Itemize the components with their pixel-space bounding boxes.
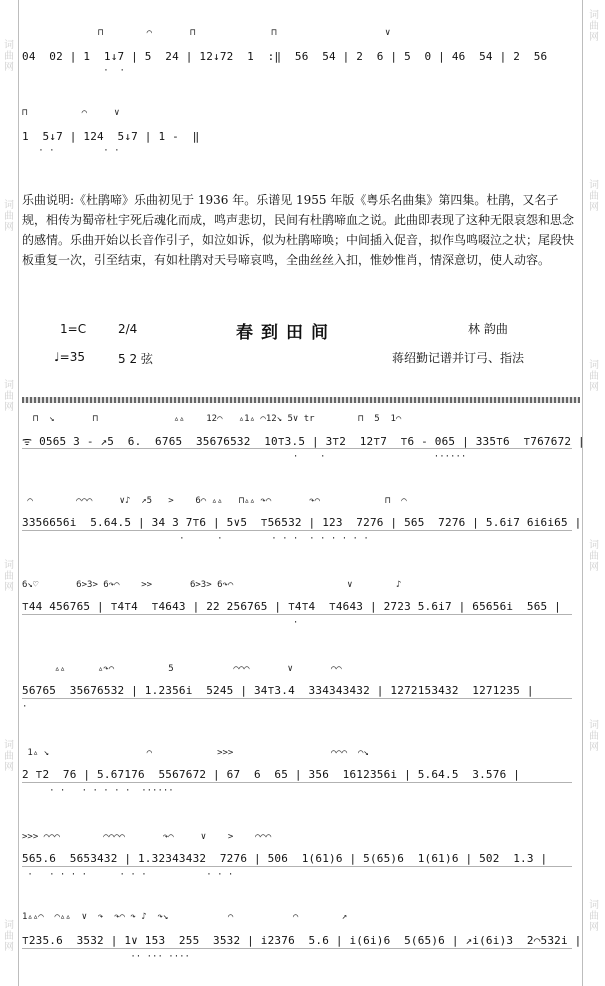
watermark-right: 词 曲 网 bbox=[589, 900, 599, 933]
score-line-dots: · · · · · · · · · · · bbox=[22, 870, 234, 880]
beam-underline bbox=[22, 948, 572, 949]
beam-underline bbox=[22, 448, 572, 449]
watermark-right: 词 曲 网 bbox=[589, 10, 599, 43]
beam-underline bbox=[22, 866, 572, 867]
time-signature: 2/4 bbox=[118, 322, 138, 336]
score-line: 2 ⊤2 76 | 5.67176 5567672 | 67 6 65 | 356 1612356i | 5.64.5 3.576 | bbox=[22, 768, 521, 781]
watermark-left: 词 曲 网 bbox=[4, 740, 14, 773]
transcriber-credit: 蒋绍勤记谱并订弓、指法 bbox=[392, 351, 525, 365]
left-margin-rule bbox=[18, 0, 19, 986]
watermark-left: 词 曲 网 bbox=[4, 380, 14, 413]
score-line-marks: ⌒ ⌒⌒⌒ ∨♪ ↗5 > 6⌒ ▵▵ ⊓▵▵ ↷⌒ ↷⌒ ⊓ ⌒ bbox=[22, 496, 407, 506]
watermark-right: 词 曲 网 bbox=[589, 720, 599, 753]
score-line-marks: 6↘♡ 6>3> 6↷⌒ >> 6>3> 6↷⌒ ∨ ♪ bbox=[22, 580, 402, 590]
score-line-marks: ▵▵ ▵↷⌒ 5 ⌒⌒⌒ ∨ ⌒⌒ bbox=[22, 664, 342, 674]
string-tuning: 5 2 弦 bbox=[118, 352, 153, 366]
watermark-left: 词 曲 网 bbox=[4, 200, 14, 233]
score-line: ⊤235.6 3532 | 1∨ 153 255 3532 | i2376 5.6 | i(6i)6 5(65)6 | ↗i(6i)3 2⌒532i | bbox=[22, 934, 582, 947]
key-signature: 1=C bbox=[60, 322, 87, 336]
score-line-dots: ·· ··· ···· bbox=[22, 952, 190, 962]
beam-underline bbox=[22, 698, 572, 699]
watermark-left: 词 曲 网 bbox=[4, 560, 14, 593]
score-line-marks: 1▵ ↘ ⌒ >>> ⌒⌒⌒ ⌒↘ bbox=[22, 748, 369, 758]
watermark-right: 词 曲 网 bbox=[589, 540, 599, 573]
watermark-left: 词 曲 网 bbox=[4, 920, 14, 953]
score-line-dots: · · · · · · · ······ bbox=[22, 786, 174, 796]
right-margin-rule bbox=[582, 0, 583, 986]
piece-description bbox=[22, 190, 582, 270]
score-line-dots: · · bbox=[22, 66, 402, 76]
piece-title: 春到田间 bbox=[236, 323, 336, 343]
beam-underline bbox=[22, 530, 572, 531]
score-line-dots: · · · · bbox=[22, 146, 158, 156]
score-line-marks: ⊓ ⌒ ∨ bbox=[22, 108, 120, 118]
score-line-marks: 1▵▵⌒ ⌒▵▵ ∨ ↷ ↷⌒ ↷ ♪ ↷↘ ⌒ ⌒ ↗ bbox=[22, 912, 348, 922]
watermark-left: 词 曲 网 bbox=[4, 40, 14, 73]
watermark-right: 词 曲 网 bbox=[589, 360, 599, 393]
score-line-dots: · bbox=[22, 618, 299, 628]
beam-underline bbox=[22, 614, 572, 615]
score-line-dots: · · · · · · · · · · · bbox=[22, 534, 369, 544]
tempo-marking: ♩=35 bbox=[54, 350, 85, 364]
score-line-dots: · · ······ bbox=[22, 452, 467, 462]
score-line: ᯤ 0565 3 - ↗5 6. 6765 35676532 10⊤3.5 | 3⊤2 12⊤7 ⊤6 - 065 | 335⊤6 ⊤767672 | bbox=[22, 435, 585, 448]
score-line: 1 5↓7 | 124 5↓7 | 1 - ‖ bbox=[22, 130, 200, 143]
beam-underline bbox=[22, 782, 572, 783]
score-line-marks: >>> ⌒⌒⌒ ⌒⌒⌒⌒ ↷⌒ ∨ > ⌒⌒⌒ bbox=[22, 832, 272, 842]
description-text: 《杜鹃啼》乐曲初见于 1936 年。乐谱见 1955 年版《粤乐名曲集》第四集。杜鹃，又名子规，相传为蜀帝杜宇死后魂化而成，鸣声悲切，民间有杜鹃啼血之说。此曲即表现了这种无限哀怨和思念的感情。乐曲开始以长音作引子，如泣如诉，似为杜鹃啼唤；中间插入促音，拟作鸟鸣啜泣之状；尾段快板重复一次，引至结束，有如杜鹃对天号啼哀鸣，全曲丝丝入扣，惟妙惟肖，情深意切，使人动容。 bbox=[22, 193, 575, 267]
score-line-marks: ⊓ ⌒ ⊓ ⊓ ∨ bbox=[22, 28, 391, 38]
score-line: ⊤44 456765 | ⊤4⊤4 ⊤4643 | 22 256765 | ⊤4⊤4 ⊤4643 | 2723 5.6i7 | 65656i 565 | bbox=[22, 600, 561, 613]
score-line: 56765 35676532 | 1.2356i 5245 | 34⊤3.4 334343432 | 1272153432 1271235 | bbox=[22, 684, 534, 697]
section-divider bbox=[22, 397, 580, 403]
score-line: 3356656i 5.64.5 | 34 3 7⊤6 | 5∨5 ⊤56532 | 123 7276 | 565 7276 | 5.6i7 6i6i65 | bbox=[22, 516, 582, 529]
score-line-marks: ⊓ ↘ ⊓ ▵▵ 12⌒ ▵1▵ ⌒12↘ 5∨ tr ⊓ 5 1⌒ bbox=[22, 414, 402, 424]
composer: 林 韵曲 bbox=[468, 322, 508, 336]
description-label: 乐曲说明: bbox=[22, 193, 75, 207]
score-line-dots: · bbox=[22, 702, 28, 712]
score-line: 565.6 5653432 | 1.32343432 7276 | 506 1(61)6 | 5(65)6 1(61)6 | 502 1.3 | bbox=[22, 852, 548, 865]
watermark-right: 词 曲 网 bbox=[589, 180, 599, 213]
score-line: 04 02 | 1 1↓7 | 5 24 | 12↓72 1 :‖ 56 54 | 2 6 | 5 0 | 46 54 | 2 56 bbox=[22, 50, 548, 63]
